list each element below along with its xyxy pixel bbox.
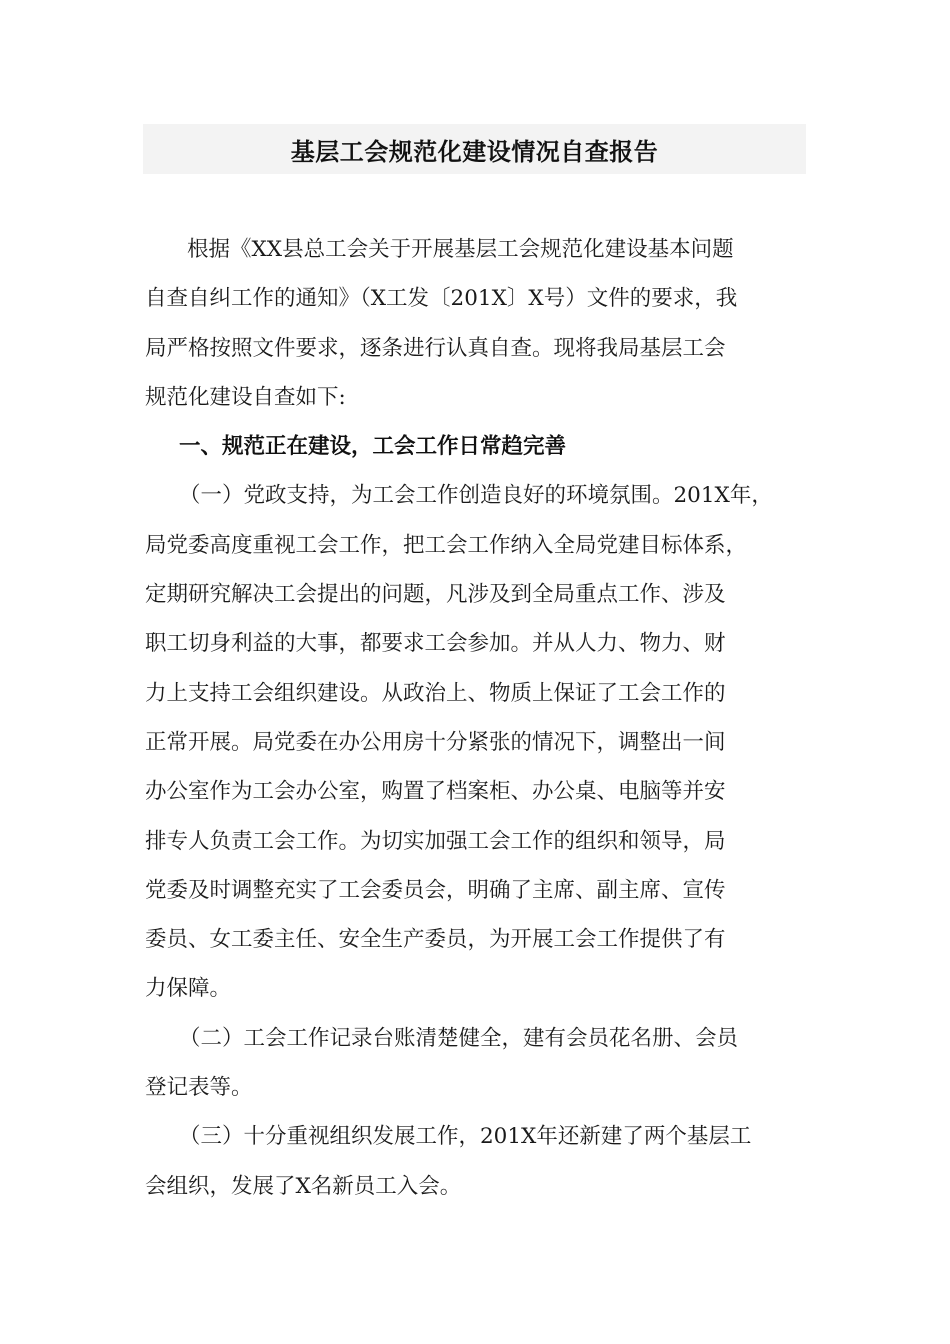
item1-line: 委员、女工委主任、安全生产委员，为开展工会工作提供了有	[145, 927, 726, 953]
item1-line: 职工切身利益的大事，都要求工会参加。并从人力、物力、财	[145, 631, 726, 657]
document-body	[145, 225, 825, 1211]
section-heading: 一、规范正在建设，工会工作日常趋完善	[179, 434, 567, 460]
intro-paragraph	[145, 225, 825, 422]
item1-line: 办公室作为工会办公室，购置了档案柜、办公桌、电脑等并安	[145, 779, 726, 805]
item1-line: 力上支持工会组织建设。从政治上、物质上保证了工会工作的	[145, 680, 726, 706]
item1-line: 力保障。	[145, 976, 232, 1002]
intro-line: 自查自纠工作的通知》（X工发〔201X〕X号）文件的要求，我	[145, 286, 738, 312]
item1-line: 局党委高度重视工会工作，把工会工作纳入全局党建目标体系，	[145, 532, 748, 558]
item3-paragraph	[145, 1112, 825, 1211]
item1-line: （一）党政支持，为工会工作创造良好的环境氛围。201X年，	[179, 483, 773, 509]
item1-line: 排专人负责工会工作。为切实加强工会工作的组织和领导，局	[145, 828, 726, 854]
item1-line: 正常开展。局党委在办公用房十分紧张的情况下，调整出一间	[145, 729, 726, 755]
item3-line: （三）十分重视组织发展工作，201X年还新建了两个基层工	[179, 1124, 752, 1150]
item2-paragraph	[145, 1014, 825, 1113]
item2-line: （二）工会工作记录台账清楚健全，建有会员花名册、会员	[179, 1025, 739, 1051]
item2-line: 登记表等。	[145, 1075, 253, 1101]
item1-line: 党委及时调整充实了工会委员会，明确了主席、副主席、宣传	[145, 877, 726, 903]
document-title: 基层工会规范化建设情况自查报告	[290, 137, 659, 166]
item1-paragraph	[145, 471, 825, 1013]
item3-line: 会组织，发展了X名新员工入会。	[145, 1173, 462, 1199]
intro-line: 根据《XX县总工会关于开展基层工会规范化建设基本问题	[187, 237, 734, 262]
intro-line: 规范化建设自查如下:	[145, 384, 346, 410]
title-band	[143, 124, 806, 174]
intro-line: 局严格按照文件要求，逐条进行认真自查。现将我局基层工会	[145, 335, 726, 361]
item1-line: 定期研究解决工会提出的问题，凡涉及到全局重点工作、涉及	[145, 582, 726, 608]
